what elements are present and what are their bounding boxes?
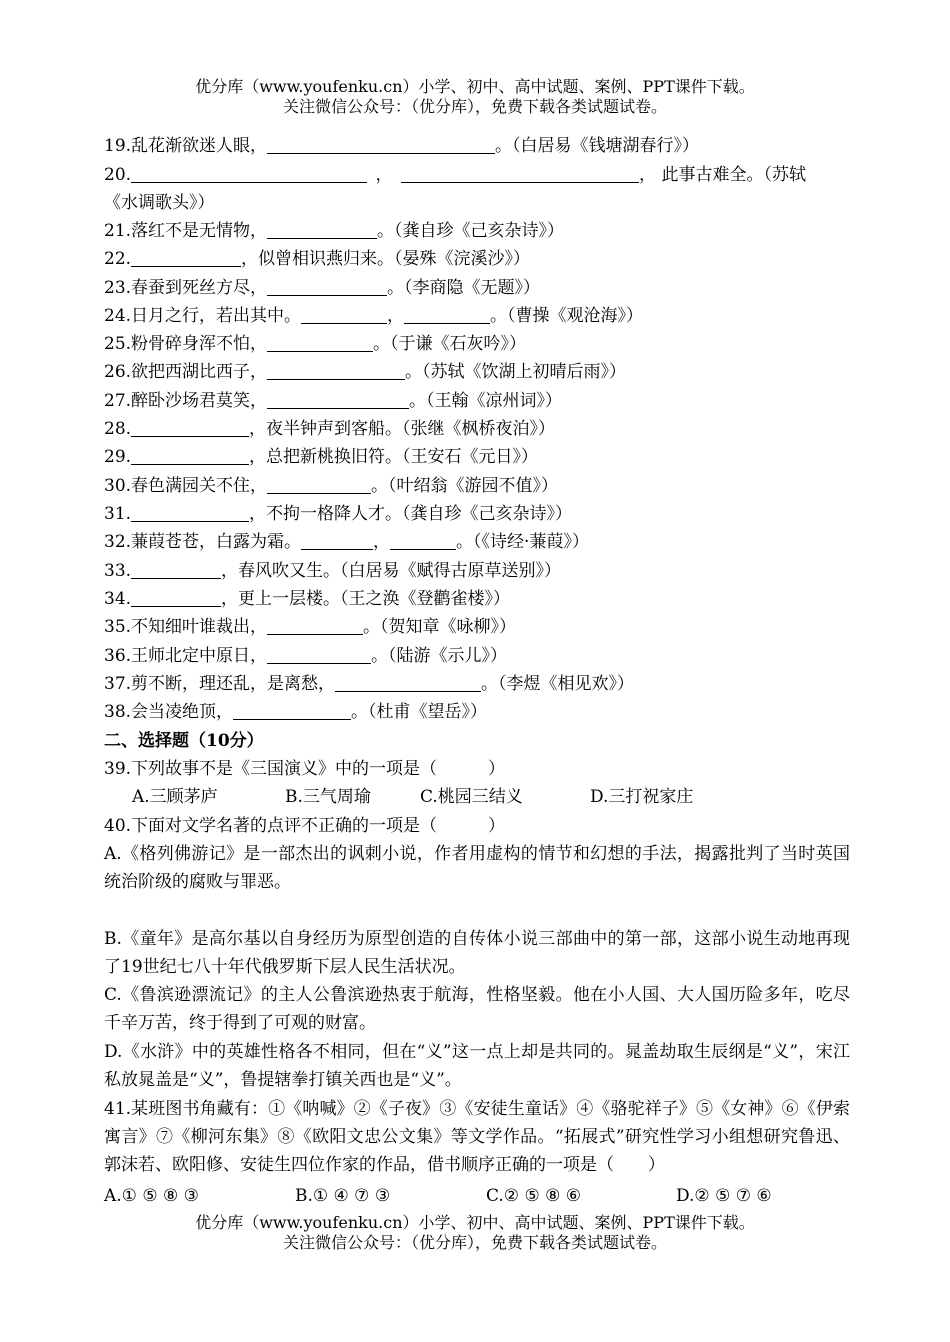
answer-blank[interactable] [131, 448, 249, 465]
question-39-option-b[interactable]: B.三气周瑜 [285, 787, 371, 807]
question-41-option-d[interactable]: D.② ⑤ ⑦ ⑥ [676, 1186, 772, 1206]
question-41-option-c[interactable]: C.② ⑤ ⑧ ⑥ [486, 1186, 581, 1206]
header-line-2: 关注微信公众号：（优分库），免费下载各类试题试卷。 [282, 97, 667, 116]
answer-blank[interactable] [267, 335, 373, 352]
answer-blank[interactable] [390, 533, 456, 550]
section-2-title: 二、选择题（10分） [104, 731, 264, 751]
question-38: 38.会当凌绝顶， 。（杜甫《望岳》） [104, 702, 488, 722]
answer-blank[interactable] [131, 250, 241, 267]
question-25: 25.粉骨碎身浑不怕， 。（于谦《石灰吟》） [104, 334, 527, 354]
question-33: 33. ，春风吹又生。（白居易《赋得古原草送别》） [104, 561, 562, 581]
question-35: 35.不知细叶谁裁出， 。（贺知章《咏柳》） [104, 617, 517, 637]
answer-blank[interactable] [267, 137, 495, 154]
answer-blank[interactable] [233, 703, 351, 720]
question-40-option-b[interactable]: B.《童年》是高尔基以自身经历为原型创造的自传体小说三部曲中的第一部，这部小说生动地再现了19世纪七八十年代俄罗斯下层人民生活状况。 [104, 929, 850, 977]
question-40-option-d[interactable]: D.《水浒》中的英雄性格各不相同，但在“义”这一点上却是共同的。晁盖劫取生辰纲是“义”，宋江私放晁盖是“义”，鲁提辖拳打镇关西也是“义”。 [104, 1042, 850, 1090]
question-24: 24.日月之行，若出其中。 ， 。（曹操《观沧海》） [104, 306, 644, 326]
answer-blank[interactable] [131, 420, 249, 437]
answer-blank[interactable] [131, 505, 249, 522]
question-40-option-c[interactable]: C.《鲁滨逊漂流记》的主人公鲁滨逊热衷于航海，性格坚毅。他在小人国、大人国历险多年，吃尽千辛万苦，终于得到了可观的财富。 [104, 985, 850, 1033]
question-37: 37.剪不断，理还乱，是离愁， 。（李煜《相见欢》） [104, 674, 635, 694]
question-41-stem: 41.某班图书角藏有：①《呐喊》②《子夜》③《安徒生童话》④《骆驼祥子》⑤《女神》⑥《伊索寓言》⑦《柳河东集》⑧《欧阳文忠公文集》等文学作品。“拓展式”研究性学习小组想研究鲁迅、郭沫若、欧阳修、安徒生四位作家的作品，借书顺序正确的一项是（ ） [104, 1099, 850, 1175]
answer-blank[interactable] [267, 392, 409, 409]
question-40-stem: 40.下面对文学名著的点评不正确的一项是（ ） [104, 816, 506, 836]
question-26: 26.欲把西湖比西子， 。（苏轼《饮湖上初晴后雨》） [104, 362, 627, 382]
answer-blank[interactable] [267, 279, 387, 296]
question-28: 28. ，夜半钟声到客船。（张继《枫桥夜泊》） [104, 419, 556, 439]
answer-blank[interactable] [267, 618, 363, 635]
answer-blank[interactable] [401, 166, 639, 183]
answer-blank[interactable] [301, 307, 387, 324]
question-30: 30.春色满园关不住， 。（叶绍翁《游园不值》） [104, 476, 559, 496]
answer-blank[interactable] [131, 590, 221, 607]
answer-blank[interactable] [404, 307, 490, 324]
answer-blank[interactable] [301, 533, 373, 550]
question-21: 21.落红不是无情物， 。（龚自珍《己亥杂诗》） [104, 221, 565, 241]
question-41-option-a[interactable]: A.① ⑤ ⑧ ③ [104, 1186, 199, 1206]
question-39-stem: 39.下列故事不是《三国演义》中的一项是（ ） [104, 759, 506, 779]
header-line-1: 优分库（www.youfenku.cn）小学、初中、高中试题、案例、PPT课件下载。 [195, 77, 755, 96]
question-29: 29. ，总把新桃换旧符。（王安石《元日》） [104, 447, 539, 467]
question-27: 27.醉卧沙场君莫笑， 。（王翰《凉州词》） [104, 391, 563, 411]
answer-blank[interactable] [335, 675, 481, 692]
question-23: 23.春蚕到死丝方尽， 。（李商隐《无题》） [104, 278, 541, 298]
question-34: 34. ，更上一层楼。（王之涣《登鹳雀楼》） [104, 589, 511, 609]
footer-line-2: 关注微信公众号：（优分库），免费下载各类试题试卷。 [282, 1233, 667, 1252]
question-20-continued: 《水调歌头》） [104, 193, 215, 213]
question-41-option-b[interactable]: B.① ④ ⑦ ③ [295, 1186, 391, 1206]
answer-blank[interactable] [267, 647, 371, 664]
answer-blank[interactable] [131, 166, 367, 183]
question-19: 19.乱花渐欲迷人眼， 。（白居易《钱塘湖春行》） [104, 136, 700, 156]
question-39-option-d[interactable]: D.三打祝家庄 [590, 787, 694, 807]
answer-blank[interactable] [267, 477, 371, 494]
question-31: 31. ，不拘一格降人才。（龚自珍《己亥杂诗》） [104, 504, 573, 524]
footer-line-1: 优分库（www.youfenku.cn）小学、初中、高中试题、案例、PPT课件下载。 [195, 1213, 755, 1232]
question-40-option-a[interactable]: A.《格列佛游记》是一部杰出的讽刺小说，作者用虚构的情节和幻想的手法，揭露批判了当时英国统治阶级的腐败与罪恶。 [104, 844, 850, 892]
question-39-option-c[interactable]: C.桃园三结义 [420, 787, 523, 807]
question-39-option-a[interactable]: A.三顾茅庐 [132, 787, 218, 807]
question-32: 32.蒹葭苍苍，白露为霜。 ， 。（《诗经·蒹葭》） [104, 532, 589, 552]
answer-blank[interactable] [131, 562, 221, 579]
question-36: 36.王师北定中原日， 。（陆游《示儿》） [104, 646, 508, 666]
answer-blank[interactable] [267, 363, 405, 380]
question-20: 20. ， ， 此事古难全。（苏轼 [104, 165, 806, 185]
question-22: 22. ，似曾相识燕归来。（晏殊《浣溪沙》） [104, 249, 531, 269]
answer-blank[interactable] [267, 222, 377, 239]
